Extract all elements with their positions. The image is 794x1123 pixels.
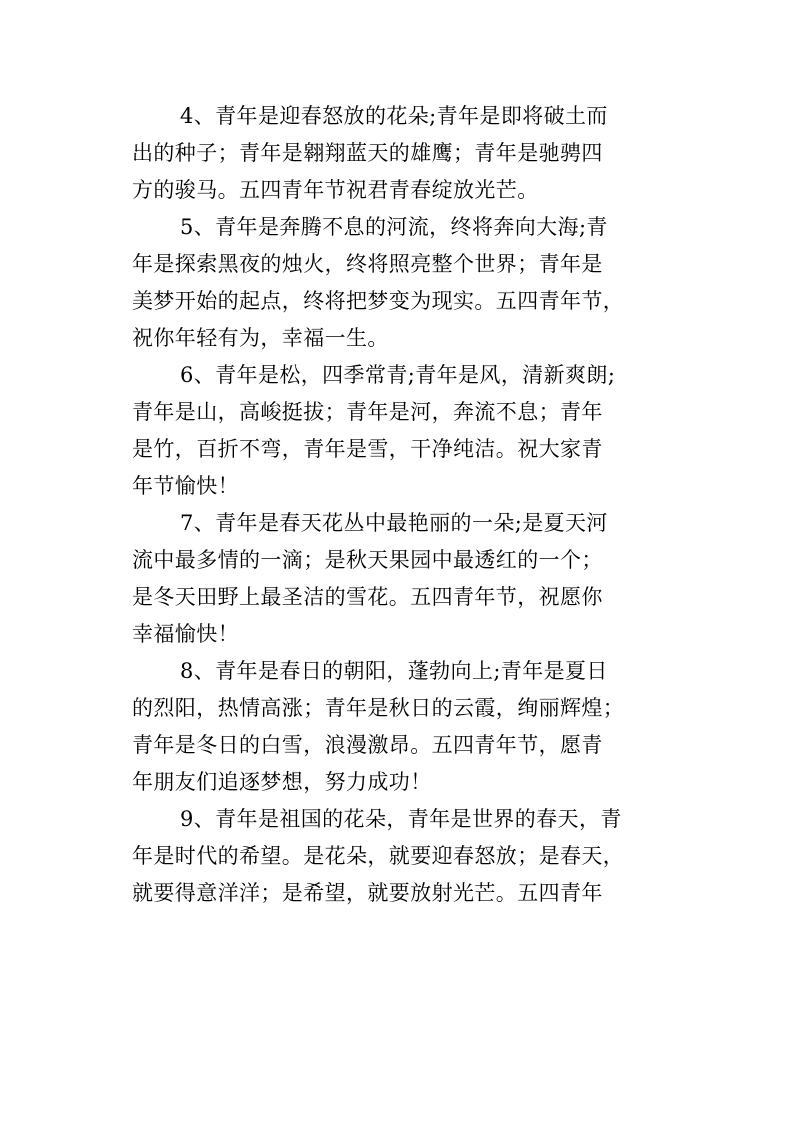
paragraph-line: 幸福愉快！: [132, 622, 239, 646]
paragraph-line: 年是探索黑夜的烛火，终将照亮整个世界；青年是: [132, 252, 603, 276]
paragraph-line: 4、青年是迎春怒放的花朵;青年是即将破土而: [180, 104, 608, 128]
paragraph-4: [132, 98, 672, 209]
paragraph-line: 祝你年轻有为，幸福一生。: [132, 326, 389, 350]
paragraph-line: 9、青年是祖国的花朵，青年是世界的春天，青: [180, 807, 622, 831]
paragraph-line: 流中最多情的一滴；是秋天果园中最透红的一个；: [132, 548, 603, 572]
paragraph-line: 美梦开始的起点，终将把梦变为现实。五四青年节，: [132, 289, 625, 313]
paragraph-6: [132, 357, 672, 505]
paragraph-line: 5、青年是奔腾不息的河流，终将奔向大海;青: [180, 215, 608, 239]
paragraph-line: 出的种子；青年是翱翔蓝天的雄鹰；青年是驰骋四: [132, 141, 603, 165]
paragraph-5: [132, 209, 672, 357]
paragraph-line: 的烈阳，热情高涨；青年是秋日的云霞，绚丽辉煌；: [132, 696, 625, 720]
paragraph-line: 年是时代的希望。是花朵，就要迎春怒放；是春天，: [132, 844, 625, 868]
paragraph-line: 是冬天田野上最圣洁的雪花。五四青年节，祝愿你: [132, 585, 603, 609]
paragraph-line: 青年是冬日的白雪，浪漫激昂。五四青年节，愿青: [132, 733, 603, 757]
document-body: [132, 98, 672, 912]
paragraph-line: 年朋友们追逐梦想，努力成功！: [132, 770, 432, 794]
paragraph-7: [132, 505, 672, 653]
paragraph-line: 是竹，百折不弯，青年是雪，干净纯洁。祝大家青: [132, 437, 603, 461]
paragraph-line: 6、青年是松，四季常青;青年是风，清新爽朗;: [180, 363, 616, 387]
paragraph-line: 就要得意洋洋；是希望，就要放射光芒。五四青年: [132, 881, 603, 905]
paragraph-line: 年节愉快！: [132, 474, 239, 498]
paragraph-line: 8、青年是春日的朝阳，蓬勃向上;青年是夏日: [180, 659, 608, 683]
paragraph-line: 青年是山，高峻挺拔；青年是河，奔流不息；青年: [132, 400, 603, 424]
paragraph-9: [132, 801, 672, 912]
paragraph-8: [132, 653, 672, 801]
paragraph-line: 方的骏马。五四青年节祝君青春绽放光芒。: [132, 178, 539, 202]
paragraph-line: 7、青年是春天花丛中最艳丽的一朵;是夏天河: [180, 511, 608, 535]
